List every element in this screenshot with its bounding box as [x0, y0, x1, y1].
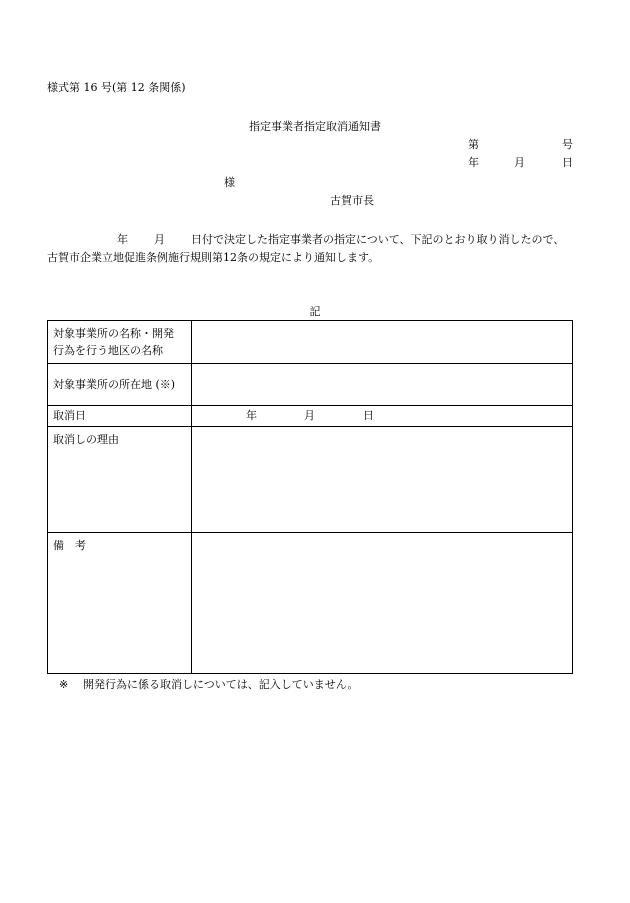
remarks-value-cell[interactable]	[192, 533, 573, 674]
body-text-line-1	[117, 234, 564, 245]
table-row	[48, 364, 573, 406]
issue-date-year: 年	[468, 156, 479, 169]
cancellation-reason-value-cell[interactable]	[192, 427, 573, 533]
facility-name-label-cell	[48, 321, 192, 364]
footnote-mark: ※	[59, 678, 69, 691]
document-title: 指定事業者指定取消通知書	[249, 120, 381, 133]
facility-location-value-cell[interactable]	[192, 364, 573, 406]
cancellation-date-label: 取消日	[53, 409, 86, 422]
cancellation-reason-label: 取消しの理由	[53, 433, 119, 446]
body-year: 年	[117, 233, 128, 246]
facility-location-label: 対象事業所の所在地 (※)	[53, 378, 176, 391]
facility-name-label-line-1: 対象事業所の名称・開発	[53, 327, 174, 340]
issue-date-month: 月	[514, 156, 525, 169]
cancellation-date-value-cell[interactable]	[192, 406, 573, 427]
table-row	[48, 533, 573, 674]
table-row	[48, 406, 573, 427]
cancellation-date-month: 月	[304, 409, 315, 422]
body-line-1-text: 日付で決定した指定事業者の指定について、下記のとおり取り消したので、	[191, 233, 565, 246]
issuer-name: 古賀市長	[330, 194, 374, 207]
cancellation-date-day: 日	[363, 409, 374, 422]
record-table	[47, 320, 573, 674]
footnote	[59, 679, 358, 690]
issue-date-day: 日	[562, 156, 573, 169]
cancellation-date-year: 年	[246, 409, 257, 422]
reference-number-suffix: 号	[562, 138, 573, 151]
cancellation-date-label-cell	[48, 406, 192, 427]
ki-heading: 記	[309, 305, 321, 318]
table-row	[48, 427, 573, 533]
remarks-label: 備 考	[53, 539, 86, 552]
body-month: 月	[154, 233, 165, 246]
form-number: 様式第 16 号(第 12 条関係)	[47, 81, 186, 94]
addressee-honorific: 様	[224, 176, 235, 189]
cancellation-reason-label-cell	[48, 427, 192, 533]
facility-location-label-cell	[48, 364, 192, 406]
reference-number-prefix: 第	[468, 138, 479, 151]
facility-name-value-cell[interactable]	[192, 321, 573, 364]
table-row	[48, 321, 573, 364]
body-text-line-2: 古賀市企業立地促進条例施行規則第12条の規定により通知します。	[47, 251, 380, 264]
facility-name-label-line-2: 行為を行う地区の名称	[53, 344, 163, 357]
remarks-label-cell	[48, 533, 192, 674]
footnote-text: 開発行為に係る取消しについては、記入していません。	[83, 678, 359, 691]
